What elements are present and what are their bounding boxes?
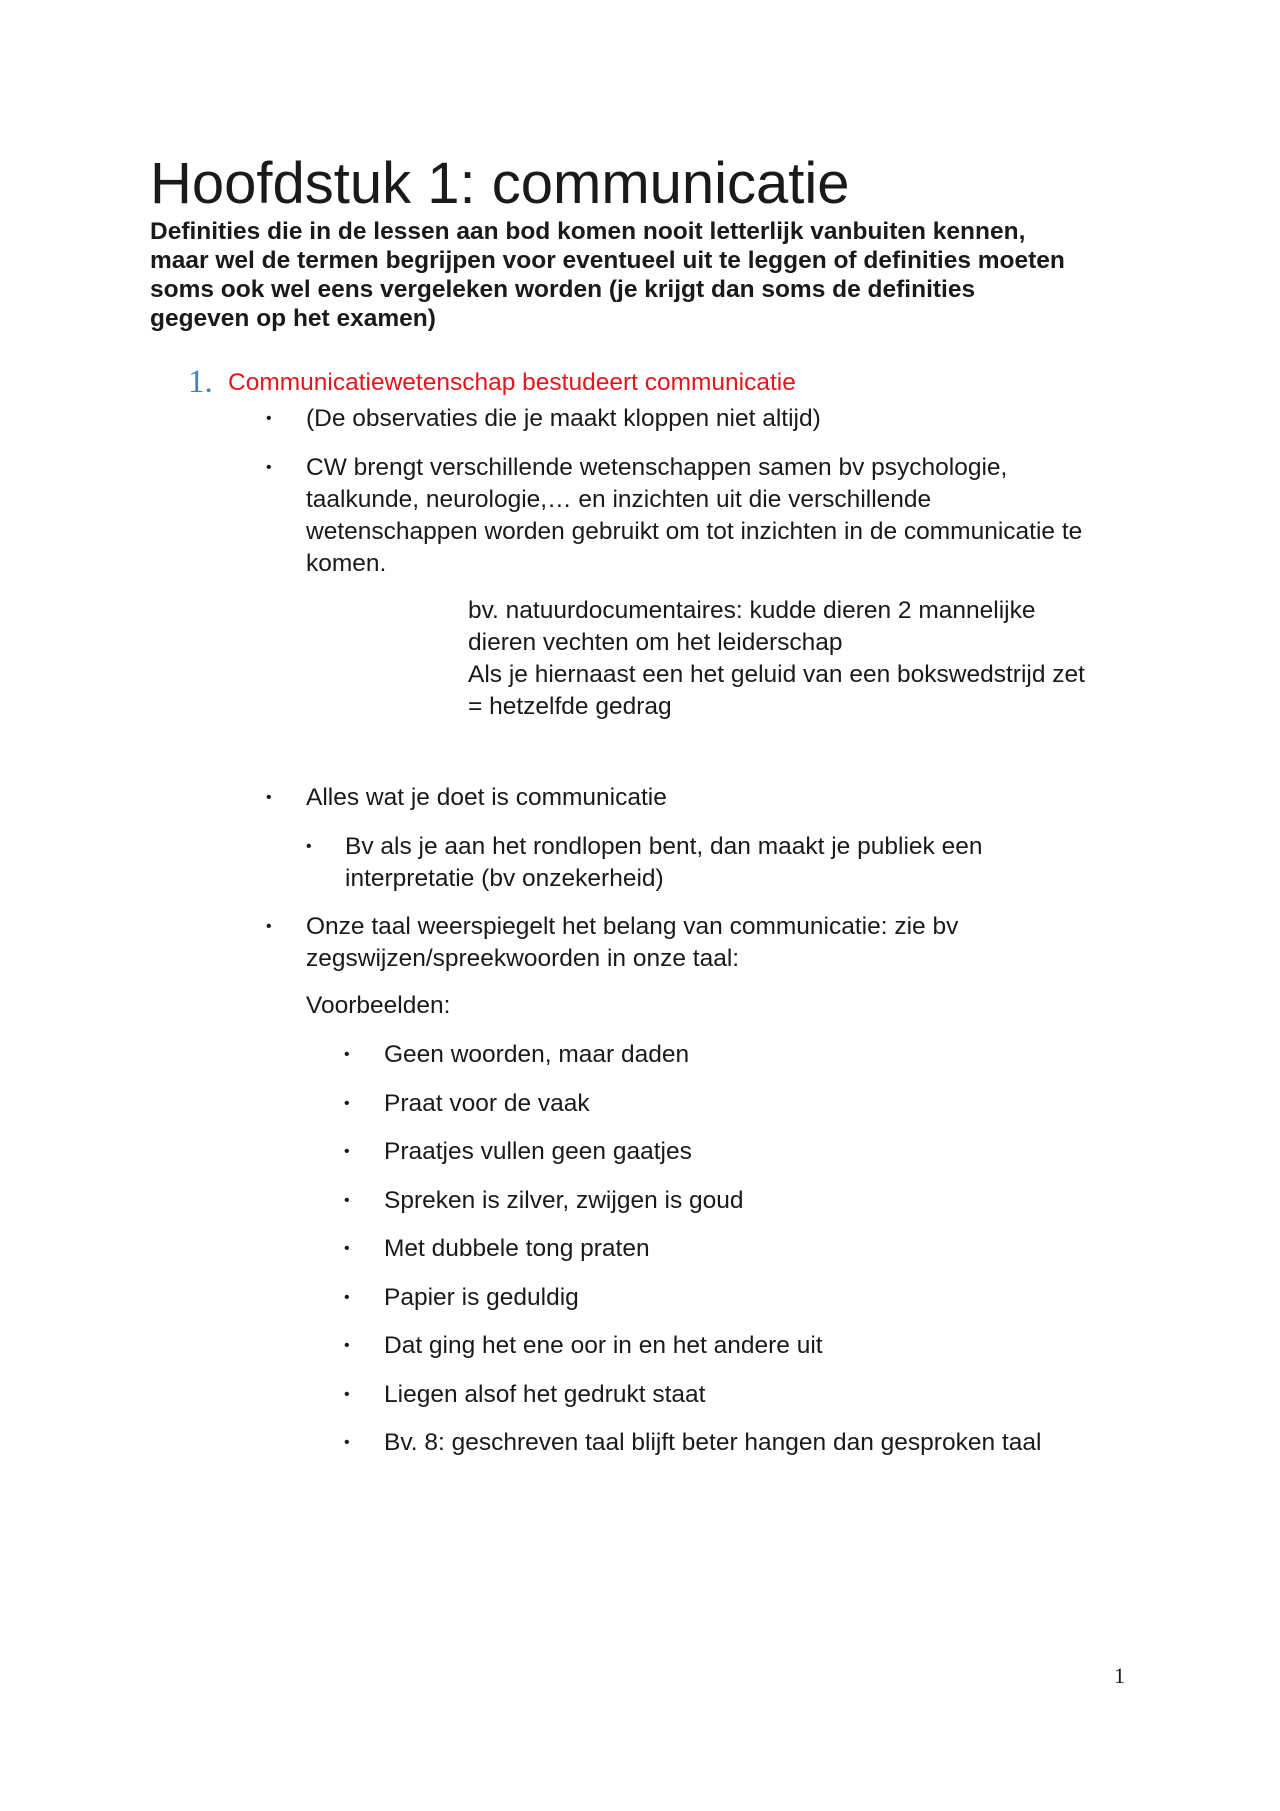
list-item-text: (De observaties die je maakt kloppen niet altijd) xyxy=(306,405,821,432)
page-title: Hoofdstuk 1: communicatie xyxy=(150,151,850,216)
list-item xyxy=(345,831,982,895)
bullet-icon: • xyxy=(306,838,312,855)
section-heading: Communicatiewetenschap bestudeert communicatie xyxy=(228,369,796,396)
list-item-text: Alles wat je doet is communicatie xyxy=(306,784,667,811)
bullet-icon: • xyxy=(344,1337,350,1354)
list-item-line: Onze taal weerspiegelt het belang van communicatie: zie bv xyxy=(306,913,959,940)
list-item: Geen woorden, maar daden xyxy=(384,1041,690,1068)
list-item: Liegen alsof het gedrukt staat xyxy=(384,1381,706,1408)
list-item-line: taalkunde, neurologie,… en inzichten uit die verschillende xyxy=(306,486,932,513)
list-item: Praat voor de vaak xyxy=(384,1090,590,1117)
list-item xyxy=(306,452,1082,580)
list-item: Dat ging het ene oor in en het andere uit xyxy=(384,1332,823,1359)
list-item: Bv. 8: geschreven taal blijft beter hangen dan gesproken taal xyxy=(384,1429,1042,1456)
bullet-icon: • xyxy=(266,789,272,806)
list-item: Praatjes vullen geen gaatjes xyxy=(384,1138,692,1165)
bullet-icon: • xyxy=(266,918,272,935)
intro-line: maar wel de termen begrijpen voor eventueel uit te leggen of definities moeten xyxy=(150,247,1065,274)
list-item: Met dubbele tong praten xyxy=(384,1235,650,1262)
intro-line: soms ook wel eens vergeleken worden (je krijgt dan soms de definities xyxy=(150,276,976,303)
section-number: 1. xyxy=(188,364,213,400)
list-item-line: komen. xyxy=(306,550,387,577)
example-line: = hetzelfde gedrag xyxy=(468,693,672,720)
intro-paragraph xyxy=(150,217,1130,333)
bullet-icon: • xyxy=(344,1143,350,1160)
list-item xyxy=(306,403,821,435)
voorbeelden-label: Voorbeelden: xyxy=(306,992,451,1019)
bullet-icon: • xyxy=(344,1289,350,1306)
bullet-icon: • xyxy=(344,1046,350,1063)
list-item-line: Bv als je aan het rondlopen bent, dan maakt je publiek een xyxy=(345,833,983,860)
example-line: bv. natuurdocumentaires: kudde dieren 2 mannelijke xyxy=(468,597,1036,624)
example-line: Als je hiernaast een het geluid van een bokswedstrijd zet xyxy=(468,661,1085,688)
example-line: dieren vechten om het leiderschap xyxy=(468,629,843,656)
list-item-line: CW brengt verschillende wetenschappen samen bv psychologie, xyxy=(306,454,1008,481)
bullet-icon: • xyxy=(344,1095,350,1112)
example-block xyxy=(468,595,1085,723)
list-item-line: interpretatie (bv onzekerheid) xyxy=(345,865,664,892)
bullet-icon: • xyxy=(344,1434,350,1451)
bullet-icon: • xyxy=(344,1386,350,1403)
list-item xyxy=(306,911,958,975)
list-item: Spreken is zilver, zwijgen is goud xyxy=(384,1187,744,1214)
list-item xyxy=(306,782,667,814)
intro-line: gegeven op het examen) xyxy=(150,305,436,332)
bullet-icon: • xyxy=(266,410,272,427)
list-item-line: wetenschappen worden gebruikt om tot inzichten in de communicatie te xyxy=(306,518,1083,545)
list-item-line: zegswijzen/spreekwoorden in onze taal: xyxy=(306,945,740,972)
list-item: Papier is geduldig xyxy=(384,1284,579,1311)
intro-line: Definities die in de lessen aan bod komen nooit letterlijk vanbuiten kennen, xyxy=(150,218,1026,245)
bullet-icon: • xyxy=(344,1240,350,1257)
page-number: 1 xyxy=(1114,1663,1125,1688)
bullet-icon: • xyxy=(344,1192,350,1209)
bullet-icon: • xyxy=(266,459,272,476)
